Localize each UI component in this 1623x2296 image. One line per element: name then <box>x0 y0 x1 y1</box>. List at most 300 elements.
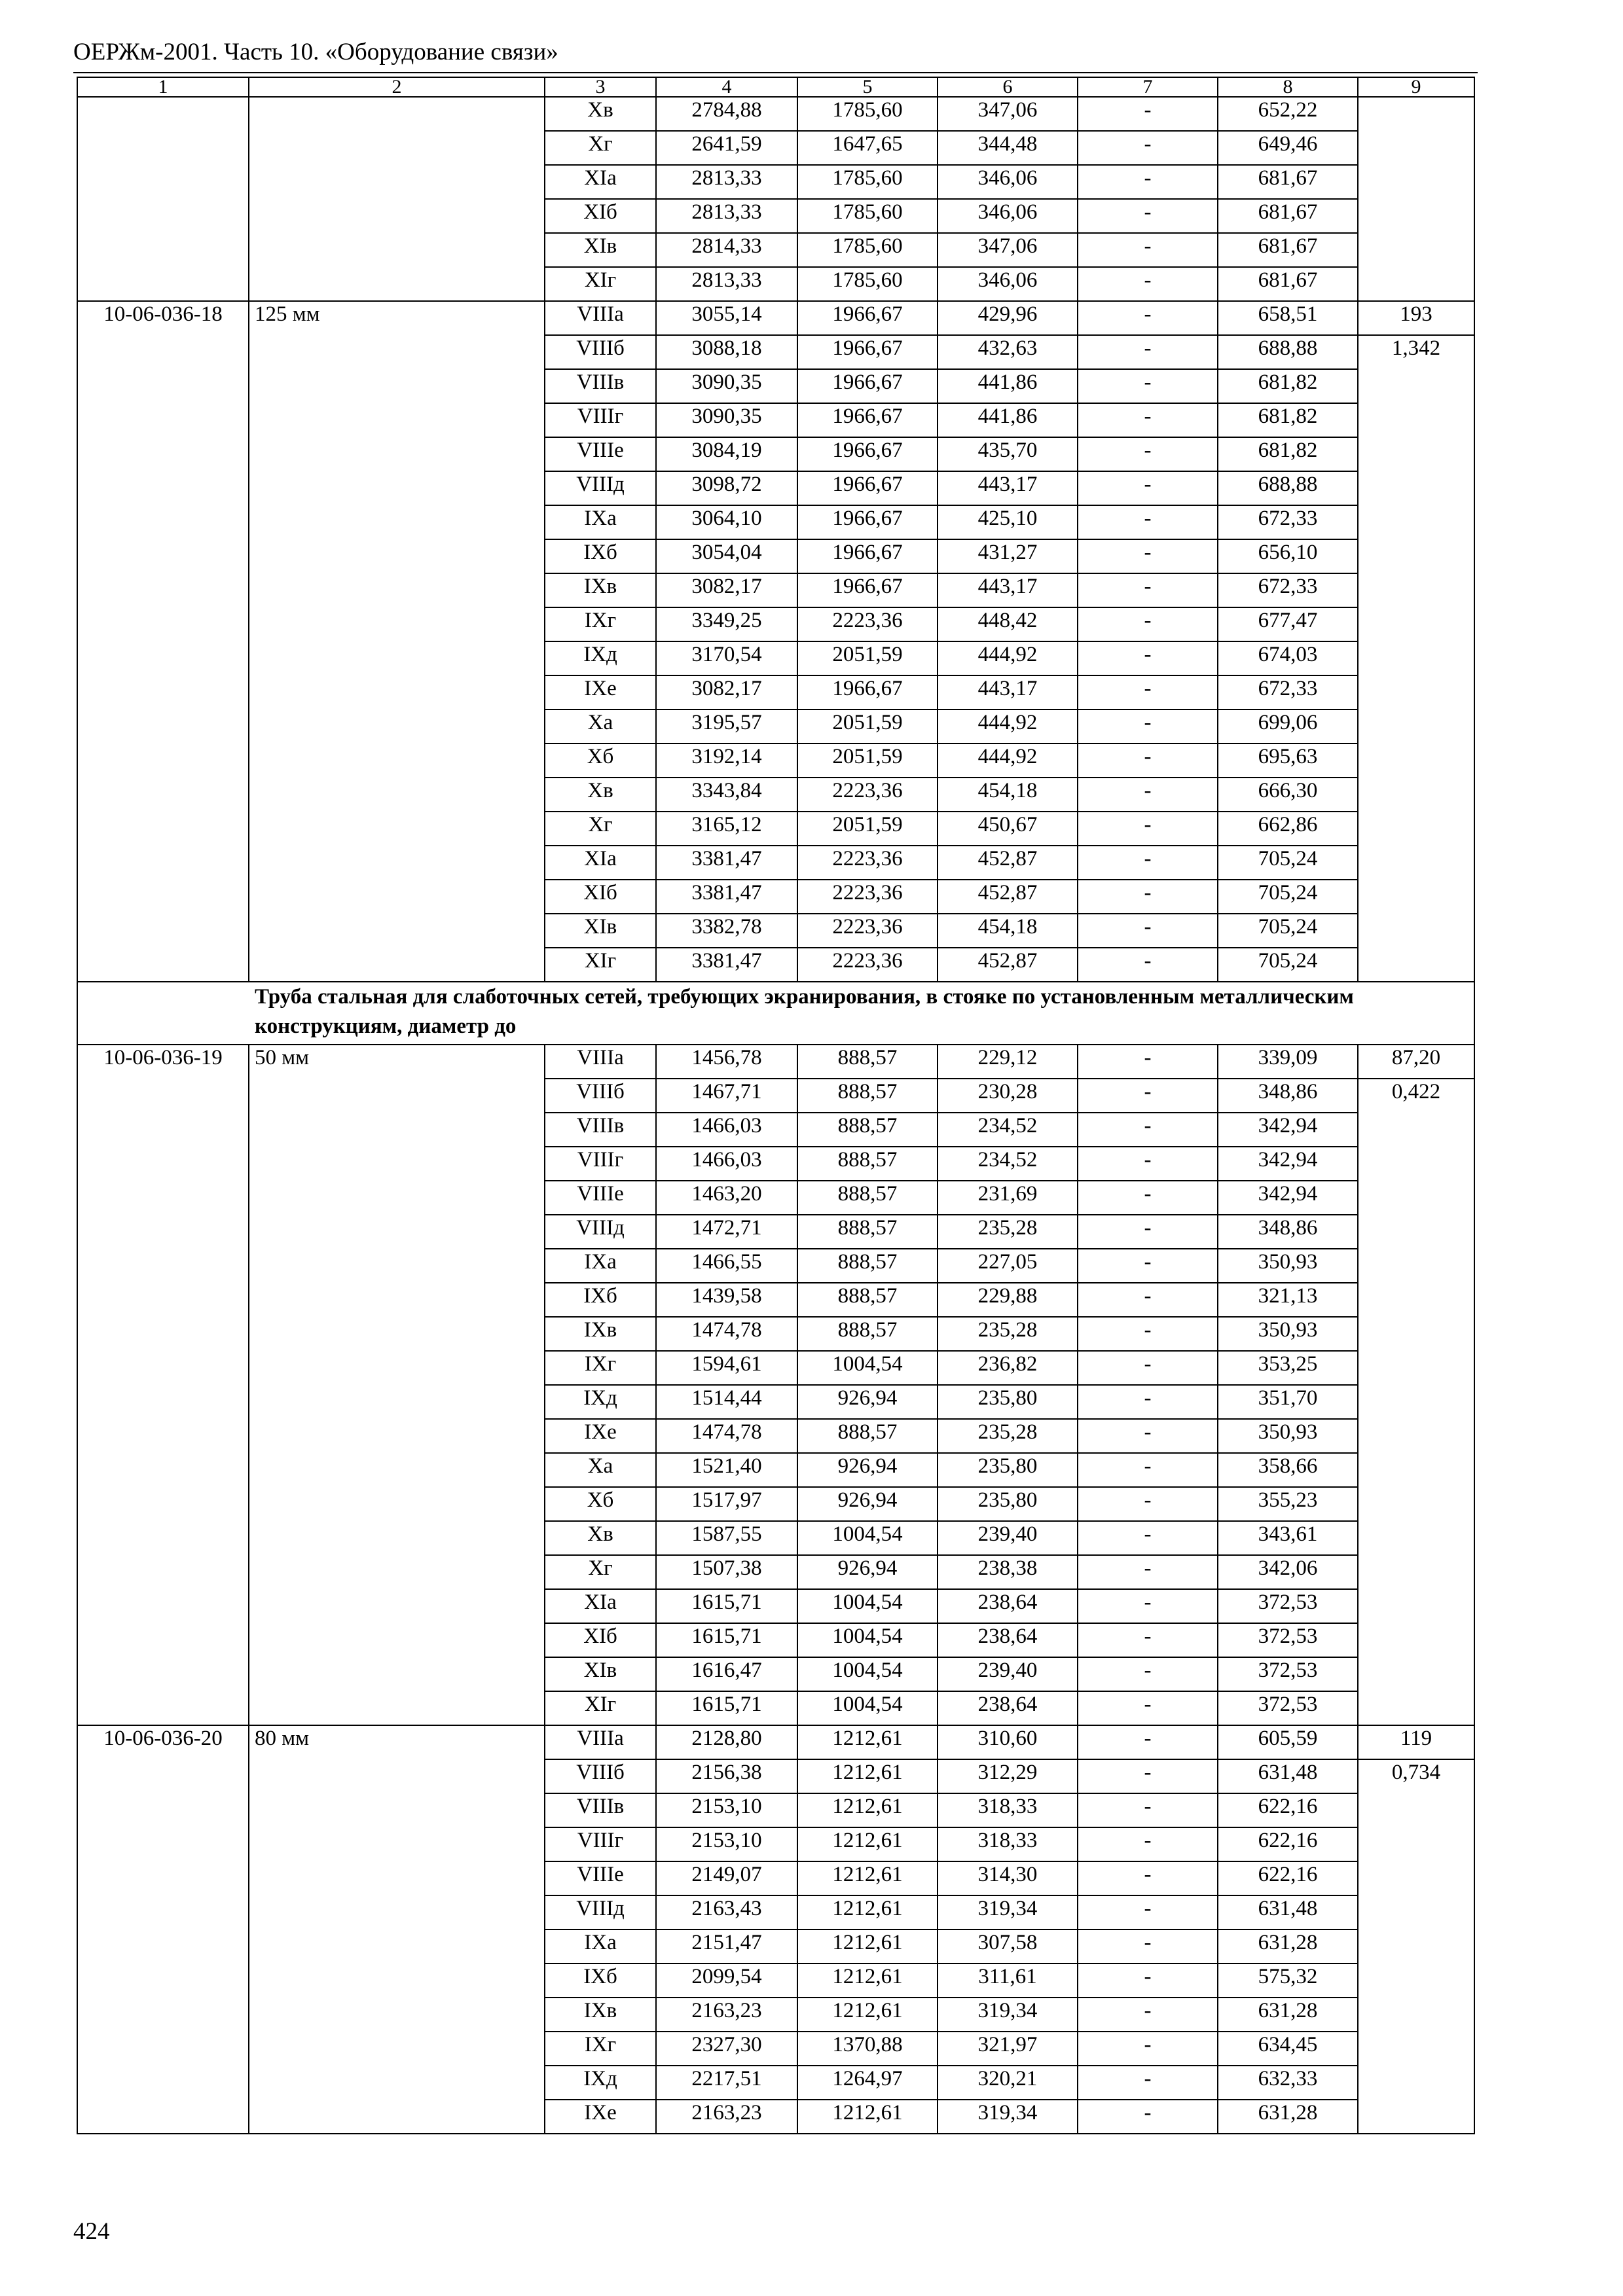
value-cell: 227,05 <box>938 1249 1078 1283</box>
value-cell: 2163,43 <box>656 1895 797 1929</box>
value-cell: - <box>1078 1453 1218 1487</box>
value-cell: 238,64 <box>938 1623 1078 1657</box>
value-cell: 2153,10 <box>656 1827 797 1861</box>
value-cell: 229,88 <box>938 1283 1078 1317</box>
value-cell: 229,12 <box>938 1045 1078 1079</box>
value-cell: 2223,36 <box>797 846 938 880</box>
value-cell: 3381,47 <box>656 846 797 880</box>
zone-cell: XIв <box>545 914 656 948</box>
value-cell: 1212,61 <box>797 1759 938 1793</box>
value-cell: 1514,44 <box>656 1385 797 1419</box>
value-cell: 444,92 <box>938 744 1078 778</box>
value-cell: 372,53 <box>1218 1691 1358 1725</box>
table-row <box>77 1045 1474 1079</box>
value-cell: - <box>1078 744 1218 778</box>
value-cell: 355,23 <box>1218 1487 1358 1521</box>
zone-cell: Xб <box>545 744 656 778</box>
column-number: 2 <box>249 77 545 97</box>
value-cell: - <box>1078 1181 1218 1215</box>
value-cell: - <box>1078 1827 1218 1861</box>
value-cell: 1212,61 <box>797 1929 938 1964</box>
value-cell: 1507,38 <box>656 1555 797 1589</box>
value-cell: 672,33 <box>1218 675 1358 709</box>
value-cell: 238,64 <box>938 1691 1078 1725</box>
value-cell: 342,94 <box>1218 1181 1358 1215</box>
value-cell: - <box>1078 1487 1218 1521</box>
value-cell: 2813,33 <box>656 199 797 233</box>
value-cell: - <box>1078 1113 1218 1147</box>
value-cell: 2223,36 <box>797 607 938 641</box>
value-cell: 888,57 <box>797 1113 938 1147</box>
value-cell: 236,82 <box>938 1351 1078 1385</box>
value-cell: 2128,80 <box>656 1725 797 1759</box>
zone-cell: Xг <box>545 131 656 165</box>
zone-cell: IXе <box>545 2100 656 2134</box>
rate-code: 10-06-036-18 <box>77 301 249 982</box>
value-cell: 3098,72 <box>656 471 797 505</box>
value-cell: 1647,65 <box>797 131 938 165</box>
value-cell: 649,46 <box>1218 131 1358 165</box>
zone-cell: XIб <box>545 1623 656 1657</box>
zone-cell: XIа <box>545 846 656 880</box>
value-cell: 3165,12 <box>656 812 797 846</box>
value-cell: 343,61 <box>1218 1521 1358 1555</box>
value-cell: 348,86 <box>1218 1215 1358 1249</box>
value-cell: 666,30 <box>1218 778 1358 812</box>
value-cell: 888,57 <box>797 1419 938 1453</box>
value-cell: 230,28 <box>938 1079 1078 1113</box>
value-cell: 239,40 <box>938 1657 1078 1691</box>
value-cell: 699,06 <box>1218 709 1358 744</box>
col9-cell <box>1358 97 1474 301</box>
value-cell: - <box>1078 914 1218 948</box>
value-cell: - <box>1078 369 1218 403</box>
zone-cell: IXб <box>545 1283 656 1317</box>
zone-cell: IXв <box>545 1317 656 1351</box>
value-cell: 705,24 <box>1218 914 1358 948</box>
value-cell: 452,87 <box>938 880 1078 914</box>
zone-cell: VIIIв <box>545 1793 656 1827</box>
value-cell: 1463,20 <box>656 1181 797 1215</box>
value-cell: 314,30 <box>938 1861 1078 1895</box>
value-cell: 681,82 <box>1218 437 1358 471</box>
value-cell: 1474,78 <box>656 1419 797 1453</box>
value-cell: 342,94 <box>1218 1147 1358 1181</box>
value-cell: - <box>1078 1964 1218 1998</box>
value-cell: 1004,54 <box>797 1657 938 1691</box>
value-cell: 1966,67 <box>797 369 938 403</box>
value-cell: 888,57 <box>797 1283 938 1317</box>
value-cell: 351,70 <box>1218 1385 1358 1419</box>
zone-cell: VIIIг <box>545 403 656 437</box>
value-cell: 346,06 <box>938 267 1078 301</box>
value-cell: - <box>1078 539 1218 573</box>
value-cell: 705,24 <box>1218 948 1358 982</box>
value-cell: 320,21 <box>938 2066 1078 2100</box>
value-cell: 1521,40 <box>656 1453 797 1487</box>
item-name: 80 мм <box>249 1725 545 2134</box>
value-cell: 319,34 <box>938 1895 1078 1929</box>
zone-cell: IXе <box>545 675 656 709</box>
value-cell: 631,28 <box>1218 1998 1358 2032</box>
value-cell: 342,94 <box>1218 1113 1358 1147</box>
value-cell: 350,93 <box>1218 1249 1358 1283</box>
value-cell: - <box>1078 2032 1218 2066</box>
value-cell: 888,57 <box>797 1147 938 1181</box>
zone-cell: VIIIб <box>545 1079 656 1113</box>
value-cell: - <box>1078 1555 1218 1589</box>
value-cell: 346,06 <box>938 165 1078 199</box>
value-cell: 1615,71 <box>656 1691 797 1725</box>
value-cell: 319,34 <box>938 2100 1078 2134</box>
zone-cell: IXв <box>545 573 656 607</box>
value-cell: 674,03 <box>1218 641 1358 675</box>
zone-cell: Xг <box>545 1555 656 1589</box>
value-cell: 634,45 <box>1218 2032 1358 2066</box>
value-cell: 444,92 <box>938 641 1078 675</box>
value-cell: 888,57 <box>797 1181 938 1215</box>
value-cell: - <box>1078 1691 1218 1725</box>
value-cell: 677,47 <box>1218 607 1358 641</box>
zone-cell: IXа <box>545 1249 656 1283</box>
value-cell: 622,16 <box>1218 1793 1358 1827</box>
value-cell: 318,33 <box>938 1827 1078 1861</box>
running-header: ОЕРЖм-2001. Часть 10. «Оборудование связи» <box>73 39 558 65</box>
column-number-row <box>77 77 1474 97</box>
value-cell: 2223,36 <box>797 778 938 812</box>
value-cell: 1212,61 <box>797 1725 938 1759</box>
zone-cell: VIIIа <box>545 1045 656 1079</box>
zone-cell: VIIIе <box>545 1181 656 1215</box>
value-cell: 231,69 <box>938 1181 1078 1215</box>
value-cell: 1966,67 <box>797 573 938 607</box>
value-cell: 1616,47 <box>656 1657 797 1691</box>
value-cell: 2223,36 <box>797 948 938 982</box>
value-cell: - <box>1078 1861 1218 1895</box>
value-cell: 321,13 <box>1218 1283 1358 1317</box>
zone-cell: IXд <box>545 641 656 675</box>
value-cell: 1004,54 <box>797 1691 938 1725</box>
value-cell: 681,67 <box>1218 233 1358 267</box>
value-cell: 339,09 <box>1218 1045 1358 1079</box>
col9-value: 0,422 <box>1358 1079 1474 1725</box>
value-cell: 235,28 <box>938 1419 1078 1453</box>
value-cell: 1212,61 <box>797 1998 938 2032</box>
zone-cell: Xа <box>545 709 656 744</box>
value-cell: - <box>1078 505 1218 539</box>
value-cell: 1785,60 <box>797 267 938 301</box>
value-cell: 1966,67 <box>797 335 938 369</box>
zone-cell: XIг <box>545 1691 656 1725</box>
value-cell: 1004,54 <box>797 1623 938 1657</box>
zone-cell: XIв <box>545 1657 656 1691</box>
zone-cell: VIIIд <box>545 471 656 505</box>
value-cell: 435,70 <box>938 437 1078 471</box>
value-cell: 3064,10 <box>656 505 797 539</box>
value-cell: 448,42 <box>938 607 1078 641</box>
zone-cell: VIIIд <box>545 1215 656 1249</box>
value-cell: 1004,54 <box>797 1521 938 1555</box>
value-cell: - <box>1078 1317 1218 1351</box>
value-cell: - <box>1078 1793 1218 1827</box>
value-cell: - <box>1078 641 1218 675</box>
value-cell: 431,27 <box>938 539 1078 573</box>
value-cell: 2814,33 <box>656 233 797 267</box>
value-cell: 347,06 <box>938 233 1078 267</box>
col9-value: 119 <box>1358 1725 1474 1759</box>
value-cell: 372,53 <box>1218 1589 1358 1623</box>
value-cell: 2151,47 <box>656 1929 797 1964</box>
value-cell: 2051,59 <box>797 812 938 846</box>
value-cell: 622,16 <box>1218 1861 1358 1895</box>
value-cell: - <box>1078 267 1218 301</box>
value-cell: - <box>1078 812 1218 846</box>
value-cell: - <box>1078 233 1218 267</box>
column-number: 8 <box>1218 77 1358 97</box>
value-cell: - <box>1078 1998 1218 2032</box>
value-cell: - <box>1078 607 1218 641</box>
value-cell: 3082,17 <box>656 675 797 709</box>
value-cell: - <box>1078 1249 1218 1283</box>
value-cell: 2149,07 <box>656 1861 797 1895</box>
value-cell: 1785,60 <box>797 199 938 233</box>
zone-cell: VIIIа <box>545 301 656 335</box>
price-table <box>77 77 1475 2134</box>
col9-value: 87,20 <box>1358 1045 1474 1079</box>
value-cell: - <box>1078 1929 1218 1964</box>
value-cell: 631,28 <box>1218 2100 1358 2134</box>
zone-cell: Xб <box>545 1487 656 1521</box>
zone-cell: IXд <box>545 2066 656 2100</box>
value-cell: 2223,36 <box>797 914 938 948</box>
value-cell: 1456,78 <box>656 1045 797 1079</box>
value-cell: 3170,54 <box>656 641 797 675</box>
value-cell: 631,48 <box>1218 1759 1358 1793</box>
zone-cell: XIб <box>545 880 656 914</box>
value-cell: 238,64 <box>938 1589 1078 1623</box>
value-cell: - <box>1078 1351 1218 1385</box>
value-cell: 454,18 <box>938 914 1078 948</box>
value-cell: 926,94 <box>797 1555 938 1589</box>
value-cell: 1472,71 <box>656 1215 797 1249</box>
zone-cell: VIIIг <box>545 1147 656 1181</box>
value-cell: 631,28 <box>1218 1929 1358 1964</box>
column-number: 3 <box>545 77 656 97</box>
value-cell: 235,80 <box>938 1453 1078 1487</box>
zone-cell: IXб <box>545 1964 656 1998</box>
zone-cell: VIIIв <box>545 369 656 403</box>
value-cell: 3192,14 <box>656 744 797 778</box>
value-cell: 443,17 <box>938 573 1078 607</box>
zone-cell: IXе <box>545 1419 656 1453</box>
value-cell: - <box>1078 165 1218 199</box>
value-cell: 235,80 <box>938 1487 1078 1521</box>
value-cell: - <box>1078 948 1218 982</box>
value-cell: 631,48 <box>1218 1895 1358 1929</box>
value-cell: 658,51 <box>1218 301 1358 335</box>
value-cell: 1474,78 <box>656 1317 797 1351</box>
value-cell: 1212,61 <box>797 1895 938 1929</box>
value-cell: 1966,67 <box>797 675 938 709</box>
value-cell: - <box>1078 1623 1218 1657</box>
value-cell: 3381,47 <box>656 880 797 914</box>
value-cell: - <box>1078 335 1218 369</box>
column-number: 5 <box>797 77 938 97</box>
zone-cell: IXб <box>545 539 656 573</box>
value-cell: - <box>1078 1657 1218 1691</box>
value-cell: 454,18 <box>938 778 1078 812</box>
value-cell: 441,86 <box>938 403 1078 437</box>
value-cell: 432,63 <box>938 335 1078 369</box>
value-cell: 888,57 <box>797 1045 938 1079</box>
zone-cell: IXг <box>545 1351 656 1385</box>
value-cell: - <box>1078 846 1218 880</box>
value-cell: 1212,61 <box>797 1793 938 1827</box>
page-number: 424 <box>73 2218 110 2245</box>
value-cell: - <box>1078 471 1218 505</box>
zone-cell: IXг <box>545 2032 656 2066</box>
rate-code <box>77 97 249 301</box>
value-cell: 443,17 <box>938 471 1078 505</box>
rate-code: 10-06-036-19 <box>77 1045 249 1725</box>
value-cell: 695,63 <box>1218 744 1358 778</box>
value-cell: 1615,71 <box>656 1623 797 1657</box>
column-number: 1 <box>77 77 249 97</box>
value-cell: 350,93 <box>1218 1317 1358 1351</box>
value-cell: 622,16 <box>1218 1827 1358 1861</box>
value-cell: 1517,97 <box>656 1487 797 1521</box>
value-cell: 3381,47 <box>656 948 797 982</box>
column-number: 6 <box>938 77 1078 97</box>
value-cell: 575,32 <box>1218 1964 1358 1998</box>
value-cell: 688,88 <box>1218 335 1358 369</box>
value-cell: 347,06 <box>938 97 1078 131</box>
value-cell: 632,33 <box>1218 2066 1358 2100</box>
value-cell: 1439,58 <box>656 1283 797 1317</box>
value-cell: 926,94 <box>797 1385 938 1419</box>
value-cell: 1370,88 <box>797 2032 938 2066</box>
value-cell: 3382,78 <box>656 914 797 948</box>
value-cell: 235,28 <box>938 1317 1078 1351</box>
value-cell: 1467,71 <box>656 1079 797 1113</box>
value-cell: - <box>1078 1147 1218 1181</box>
zone-cell: VIIIг <box>545 1827 656 1861</box>
value-cell: 1212,61 <box>797 1861 938 1895</box>
col9-value: 1,342 <box>1358 335 1474 982</box>
zone-cell: XIг <box>545 948 656 982</box>
value-cell: 3084,19 <box>656 437 797 471</box>
value-cell: 372,53 <box>1218 1657 1358 1691</box>
table-row <box>77 97 1474 131</box>
value-cell: 311,61 <box>938 1964 1078 1998</box>
zone-cell: IXв <box>545 1998 656 2032</box>
value-cell: 888,57 <box>797 1215 938 1249</box>
zone-cell: XIв <box>545 233 656 267</box>
zone-cell: IXа <box>545 505 656 539</box>
value-cell: 672,33 <box>1218 573 1358 607</box>
zone-cell: VIIIе <box>545 437 656 471</box>
value-cell: 1466,03 <box>656 1147 797 1181</box>
value-cell: 1004,54 <box>797 1589 938 1623</box>
value-cell: - <box>1078 1283 1218 1317</box>
value-cell: - <box>1078 1759 1218 1793</box>
value-cell: 1264,97 <box>797 2066 938 2100</box>
zone-cell: VIIIб <box>545 1759 656 1793</box>
value-cell: 234,52 <box>938 1113 1078 1147</box>
value-cell: 1212,61 <box>797 2100 938 2134</box>
value-cell: 2051,59 <box>797 709 938 744</box>
zone-cell: Xа <box>545 1453 656 1487</box>
value-cell: 681,82 <box>1218 403 1358 437</box>
value-cell: 312,29 <box>938 1759 1078 1793</box>
value-cell: 1785,60 <box>797 97 938 131</box>
value-cell: 2051,59 <box>797 744 938 778</box>
value-cell: 310,60 <box>938 1725 1078 1759</box>
value-cell: 3090,35 <box>656 403 797 437</box>
value-cell: 2641,59 <box>656 131 797 165</box>
value-cell: 3088,18 <box>656 335 797 369</box>
zone-cell: XIа <box>545 1589 656 1623</box>
value-cell: 444,92 <box>938 709 1078 744</box>
value-cell: 888,57 <box>797 1249 938 1283</box>
value-cell: 2813,33 <box>656 165 797 199</box>
value-cell: - <box>1078 403 1218 437</box>
zone-cell: XIа <box>545 165 656 199</box>
value-cell: 319,34 <box>938 1998 1078 2032</box>
header-rule <box>73 72 1478 73</box>
value-cell: - <box>1078 573 1218 607</box>
value-cell: 2051,59 <box>797 641 938 675</box>
zone-cell: IXд <box>545 1385 656 1419</box>
item-name <box>249 97 545 301</box>
value-cell: 1594,61 <box>656 1351 797 1385</box>
value-cell: 3343,84 <box>656 778 797 812</box>
value-cell: 235,28 <box>938 1215 1078 1249</box>
value-cell: 1212,61 <box>797 1827 938 1861</box>
value-cell: 2223,36 <box>797 880 938 914</box>
value-cell: 2327,30 <box>656 2032 797 2066</box>
rate-code: 10-06-036-20 <box>77 1725 249 2134</box>
item-name: 50 мм <box>249 1045 545 1725</box>
value-cell: 1785,60 <box>797 165 938 199</box>
value-cell: 656,10 <box>1218 539 1358 573</box>
value-cell: 705,24 <box>1218 880 1358 914</box>
value-cell: 1966,67 <box>797 539 938 573</box>
zone-cell: XIб <box>545 199 656 233</box>
value-cell: 926,94 <box>797 1453 938 1487</box>
column-number: 7 <box>1078 77 1218 97</box>
zone-cell: VIIIв <box>545 1113 656 1147</box>
table-row <box>77 301 1474 335</box>
value-cell: 3082,17 <box>656 573 797 607</box>
value-cell: 353,25 <box>1218 1351 1358 1385</box>
value-cell: 1966,67 <box>797 471 938 505</box>
value-cell: 662,86 <box>1218 812 1358 846</box>
value-cell: 672,33 <box>1218 505 1358 539</box>
value-cell: 2784,88 <box>656 97 797 131</box>
value-cell: 234,52 <box>938 1147 1078 1181</box>
value-cell: 681,67 <box>1218 165 1358 199</box>
zone-cell: Xв <box>545 1521 656 1555</box>
value-cell: - <box>1078 131 1218 165</box>
value-cell: 450,67 <box>938 812 1078 846</box>
zone-cell: VIIIд <box>545 1895 656 1929</box>
value-cell: 605,59 <box>1218 1725 1358 1759</box>
value-cell: 2163,23 <box>656 1998 797 2032</box>
value-cell: 348,86 <box>1218 1079 1358 1113</box>
zone-cell: IXг <box>545 607 656 641</box>
value-cell: 441,86 <box>938 369 1078 403</box>
